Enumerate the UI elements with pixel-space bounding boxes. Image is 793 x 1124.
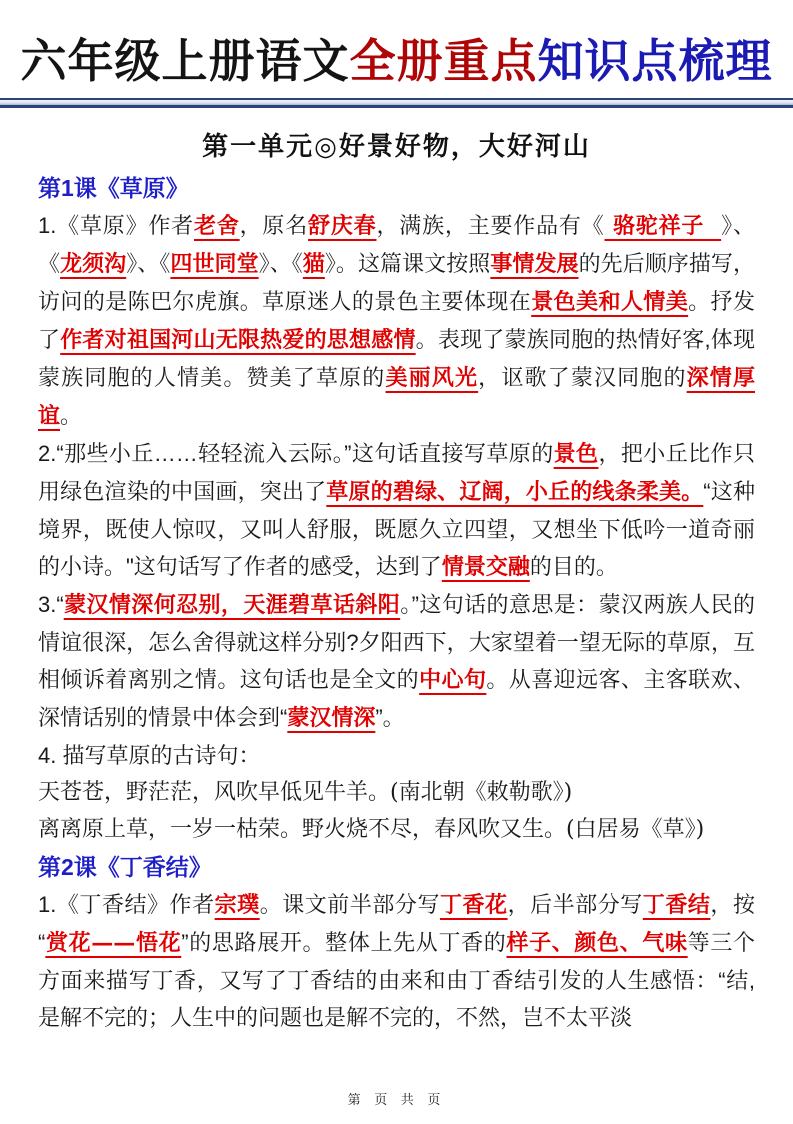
paragraph bbox=[38, 586, 755, 737]
emphasis-segment: 赏花——悟花 bbox=[45, 930, 182, 956]
text-segment: 1.《草原》作者 bbox=[38, 213, 194, 238]
emphasis-segment: 骆驼祥子 bbox=[604, 213, 722, 239]
emphasis-segment: 蒙汉情深何忍别，天涯碧草话斜阳 bbox=[63, 592, 401, 618]
title-part-red: 全册重点 bbox=[349, 34, 538, 88]
emphasis-segment: 四世同堂 bbox=[170, 251, 259, 277]
unit-heading: 第一单元◎好景好物，大好河山 bbox=[202, 132, 591, 162]
document-body bbox=[0, 169, 793, 1036]
document-page bbox=[0, 30, 793, 1124]
text-segment: ，原名 bbox=[239, 213, 309, 238]
text-segment: “这种境界，既使人惊叹，又叫人舒服，既愿久立四望，又想坐下低吟一道奇丽的小诗。"这句话写了作者的感受，达到了 bbox=[38, 479, 755, 579]
text-segment: 》、《 bbox=[258, 251, 303, 276]
text-segment: 4. 描写草原的古诗句： bbox=[38, 743, 261, 768]
text-segment: 》、《 bbox=[38, 213, 755, 276]
text-segment: 。表现了蒙族同胞的热情好客,体现蒙族同胞的人情美。赞美了草原的 bbox=[38, 327, 755, 390]
text-segment: 的目的。 bbox=[529, 554, 618, 579]
text-segment: 。 bbox=[60, 403, 83, 428]
text-segment: ，把小丘比作只用绿色渲染的中国画，突出了 bbox=[38, 441, 755, 504]
emphasis-segment: 情景交融 bbox=[441, 554, 530, 580]
paragraph bbox=[38, 737, 755, 774]
emphasis-segment: 景色美和人情美 bbox=[531, 289, 689, 315]
emphasis-segment: 蒙汉情深 bbox=[287, 705, 376, 731]
text-segment: ，后半部分写 bbox=[507, 892, 643, 917]
emphasis-segment: 作者对祖国河山无限热爱的思想感情 bbox=[60, 327, 416, 353]
text-segment: ”的思路展开。整体上先从丁香的 bbox=[181, 930, 507, 955]
page-title bbox=[0, 30, 793, 92]
text-segment: 的先后顺序描写，访问的是陈巴尔虎旗。草原迷人的景色主要体现在 bbox=[38, 251, 755, 314]
text-segment: ”。 bbox=[375, 705, 405, 730]
text-segment: 。抒发了 bbox=[38, 289, 755, 352]
text-segment: 2.“那些小丘……轻轻流入云际。”这句话直接写草原的 bbox=[38, 441, 554, 466]
emphasis-segment: 美丽风光 bbox=[385, 365, 479, 391]
text-segment: ，讴歌了蒙汉同胞的 bbox=[478, 365, 687, 390]
text-segment: ，按“ bbox=[38, 892, 755, 955]
poem-line bbox=[38, 774, 755, 811]
emphasis-segment: 样子、颜色、气味 bbox=[506, 930, 688, 956]
text-segment: 。”这句话的意思是：蒙汉两族人民的情谊很深，怎么舍得就这样分别?夕阳西下，大家望着一望无际的草原，互相倾诉着离别之情。这句话也是全文的 bbox=[38, 592, 755, 692]
lesson-heading bbox=[38, 169, 755, 207]
page-footer: 第 页 共 页 bbox=[347, 1092, 446, 1107]
text-segment: 天苍苍，野茫茫，风吹早低见牛羊。(南北朝《敕勒歌》) bbox=[38, 780, 573, 805]
emphasis-segment: 深情厚谊 bbox=[38, 365, 755, 429]
emphasis-segment: 丁香花 bbox=[439, 892, 508, 918]
emphasis-segment: 宗璞 bbox=[214, 892, 260, 918]
text-segment: 第1课《草原》 bbox=[38, 175, 189, 201]
text-segment: 》。这篇课文按照 bbox=[324, 251, 491, 276]
title-part-black: 六年级上册语文 bbox=[20, 34, 350, 88]
emphasis-segment: 事情发展 bbox=[490, 251, 579, 277]
text-segment: ，满族，主要作品有《 bbox=[376, 213, 605, 238]
lesson-heading bbox=[38, 848, 755, 886]
emphasis-segment: 中心句 bbox=[419, 667, 487, 693]
text-segment: 第2课《丁香结》 bbox=[38, 854, 212, 880]
paragraph bbox=[38, 207, 755, 435]
text-segment: 等三个方面来描写丁香，又写了丁香结的由来和由丁香结引发的人生感悟：“结,是解不完的；人生中的问题也是解不完的，不然，岂不太平淡 bbox=[38, 930, 755, 1030]
emphasis-segment: 丁香结 bbox=[642, 892, 711, 918]
paragraph bbox=[38, 886, 755, 1036]
emphasis-segment: 龙须沟 bbox=[60, 251, 127, 277]
emphasis-segment: 舒庆春 bbox=[308, 213, 377, 239]
emphasis-segment: 老舍 bbox=[194, 213, 240, 239]
text-segment: 。课文前半部分写 bbox=[259, 892, 440, 917]
poem-line bbox=[38, 811, 755, 848]
text-segment: 》、《 bbox=[126, 251, 171, 276]
emphasis-segment: 猫 bbox=[302, 251, 325, 277]
text-segment: 离离原上草，一岁一枯荣。野火烧不尽，春风吹又生。(白居易《草》) bbox=[38, 817, 705, 842]
emphasis-segment: 草原的碧绿、辽阔，小丘的线条柔美。 bbox=[326, 479, 704, 505]
emphasis-segment: 景色 bbox=[553, 441, 599, 467]
title-part-blue: 知识点梳理 bbox=[537, 34, 773, 88]
text-segment: 3.“ bbox=[38, 592, 64, 617]
paragraph bbox=[38, 435, 755, 586]
text-segment: 。从喜迎远客、主客联欢、深情话别的情景中体会到“ bbox=[38, 667, 755, 730]
text-segment: 1.《丁香结》作者 bbox=[38, 892, 215, 917]
title-divider bbox=[0, 98, 793, 108]
